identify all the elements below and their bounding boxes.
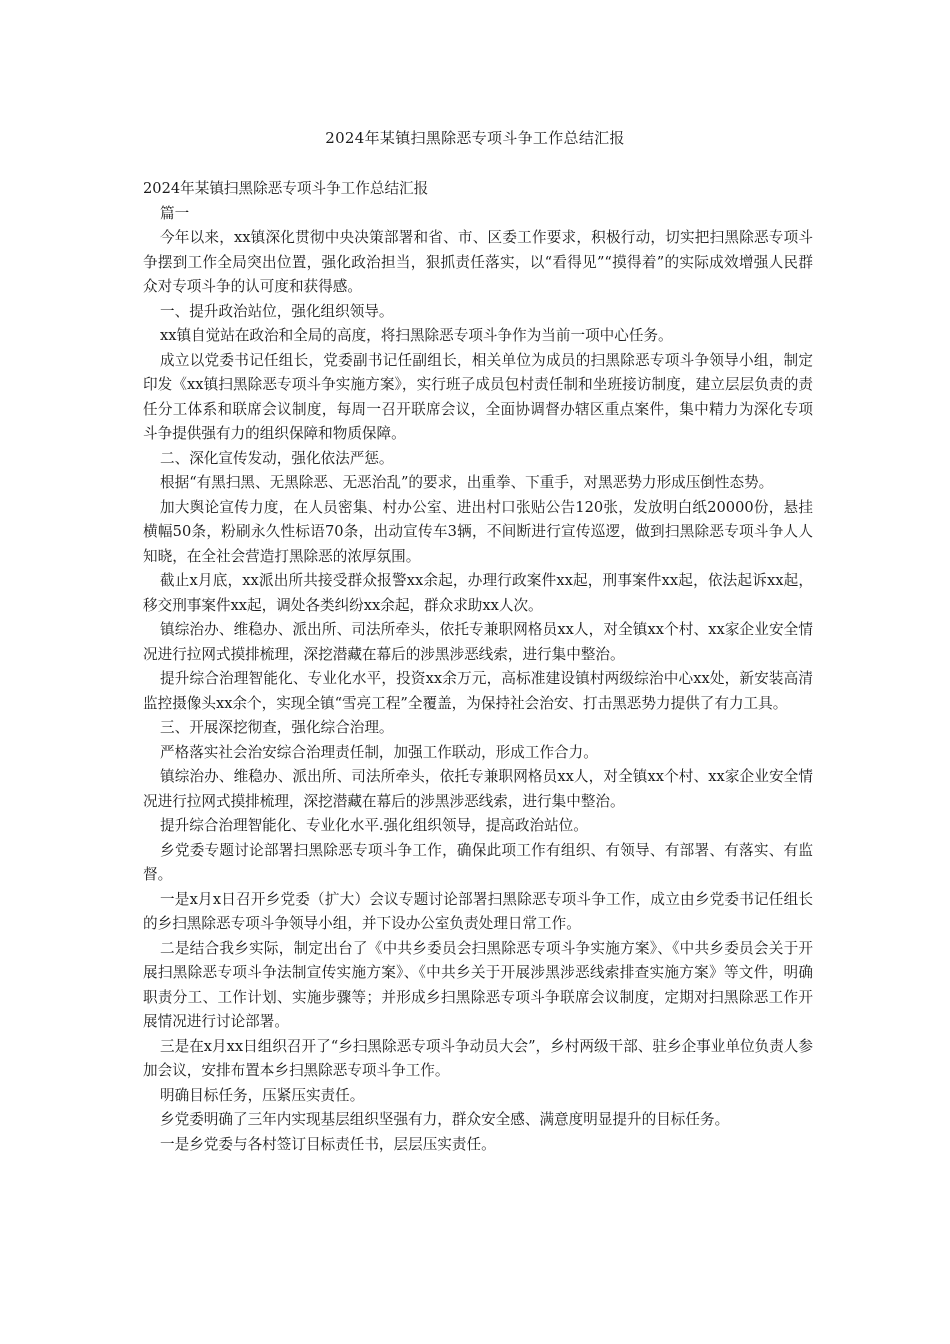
paragraph: 二是结合我乡实际，制定出台了《中共乡委员会扫黑除恶专项斗争实施方案》、《中共乡委员会关于开展扫黑除恶专项斗争法制宣传实施方案》、《中共乡关于开展涉黑涉恶线索排查实施方案》等文件，明确职责分工、工作计划、实施步骤等；并形成乡扫黑除恶专项斗争联席会议制度，定期对扫黑除恶工作开展情况进行讨论部署。: [143, 939, 813, 1030]
paragraph: 加大舆论宣传力度，在人员密集、村办公室、进出村口张贴公告120张，发放明白纸20000份，悬挂横幅50条，粉刷永久性标语70条，出动宣传车3辆，不间断进行宣传巡逻，做到扫黑除恶专项斗争人人知晓，在全社会营造打黑除恶的浓厚氛围。: [143, 498, 813, 565]
paragraph: 一是x月x日召开乡党委（扩大）会议专题讨论部署扫黑除恶专项斗争工作，成立由乡党委书记任组长的乡扫黑除恶专项斗争领导小组，并下设办公室负责处理日常工作。: [143, 890, 813, 932]
paragraph: 篇一: [160, 204, 190, 222]
section-heading: 三、开展深挖彻查，强化综合治理。: [160, 719, 394, 736]
paragraph: 明确目标任务，压紧压实责任。: [160, 1086, 365, 1104]
paragraph: 镇综治办、维稳办、派出所、司法所牵头，依托专兼职网格员xx人，对全镇xx个村、xx家企业安全情况进行拉网式摸排梳理，深挖潜藏在幕后的涉黑涉恶线索，进行集中整治。: [143, 768, 813, 810]
paragraph: 一是乡党委与各村签订目标责任书，层层压实责任。: [160, 1135, 496, 1153]
paragraph: 成立以党委书记任组长，党委副书记任副组长，相关单位为成员的扫黑除恶专项斗争领导小组，制定印发《xx镇扫黑除恶专项斗争实施方案》，实行班子成员包村责任制和坐班接访制度，建立层层负责的责任分工体系和联席会议制度，每周一召开联席会议，全面协调督办辖区重点案件，集中精力为深化专项斗争提供强有力的组织保障和物质保障。: [143, 351, 813, 442]
paragraph: 乡党委明确了三年内实现基层组织坚强有力，群众安全感、满意度明显提升的目标任务。: [160, 1111, 730, 1128]
paragraph: 乡党委专题讨论部署扫黑除恶专项斗争工作，确保此项工作有组织、有领导、有部署、有落实、有监督。: [143, 841, 813, 883]
paragraph: xx镇自觉站在政治和全局的高度，将扫黑除恶专项斗争作为当前一项中心任务。: [160, 327, 673, 344]
paragraph: 镇综治办、维稳办、派出所、司法所牵头，依托专兼职网格员xx人，对全镇xx个村、xx家企业安全情况进行拉网式摸排梳理，深挖潜藏在幕后的涉黑涉恶线索，进行集中整治。: [143, 621, 813, 663]
section-heading: 二、深化宣传发动，强化依法严惩。: [160, 449, 394, 467]
section-heading: 一、提升政治站位，强化组织领导。: [160, 302, 394, 320]
paragraph: 截止x月底，xx派出所共接受群众报警xx余起，办理行政案件xx起，刑事案件xx起，依法起诉xx起，移交刑事案件xx起，调处各类纠纷xx余起，群众求助xx人次。: [143, 572, 813, 614]
paragraph: 提升综合治理智能化、专业化水平，投资xx余万元，高标准建设镇村两级综治中心xx处，新安装高清监控摄像头xx余个，实现全镇“雪亮工程”全覆盖，为保持社会治安、打击黑恶势力提供了有力工具。: [143, 670, 813, 712]
paragraph: 今年以来，xx镇深化贯彻中央决策部署和省、市、区委工作要求，积极行动，切实把扫黑除恶专项斗争摆到工作全局突出位置，强化政治担当，狠抓责任落实，以“看得见”“摸得着”的实际成效增强人民群众对专项斗争的认可度和获得感。: [143, 229, 813, 295]
document-body: [143, 177, 813, 1157]
paragraph: 提升综合治理智能化、专业化水平.强化组织领导，提高政治站位。: [160, 817, 588, 834]
paragraph: 根据“有黑扫黑、无黑除恶、无恶治乱”的要求，出重拳、下重手，对黑恶势力形成压倒性态势。: [160, 474, 774, 491]
document-title: 2024年某镇扫黑除恶专项斗争工作总结汇报: [325, 129, 625, 147]
paragraph: 三是在x月xx日组织召开了“乡扫黑除恶专项斗争动员大会”，乡村两级干部、驻乡企事业单位负责人参加会议，安排布置本乡扫黑除恶专项斗争工作。: [143, 1037, 813, 1079]
paragraph: 严格落实社会治安综合治理责任制，加强工作联动，形成工作合力。: [160, 743, 598, 761]
document-subtitle: 2024年某镇扫黑除恶专项斗争工作总结汇报: [143, 180, 429, 197]
